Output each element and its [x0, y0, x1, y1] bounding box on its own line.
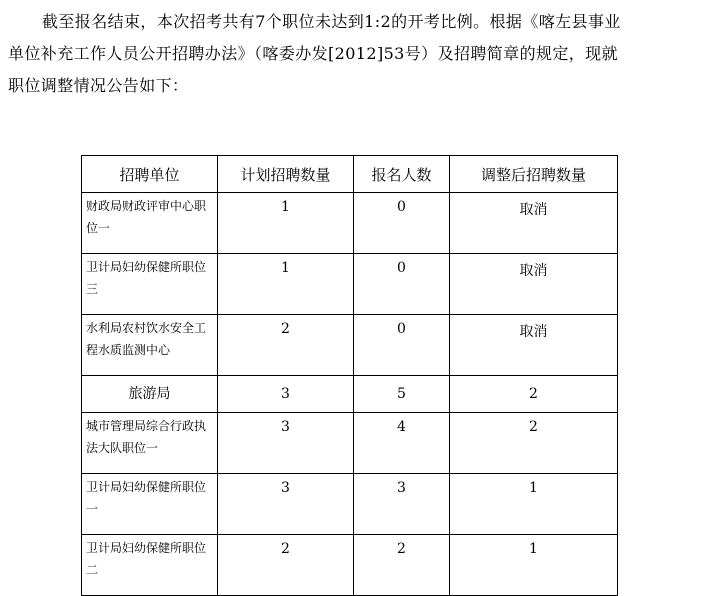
header-adjusted: 调整后招聘数量	[450, 156, 618, 193]
table-row	[82, 413, 618, 474]
cell-unit: 卫计局妇幼保健所职位一	[82, 474, 218, 535]
cell-adjusted: 取消	[450, 315, 618, 376]
table-row	[82, 376, 618, 413]
announcement-line-text: 截至报名结束，本次招考共有7个职位未达到1:2的开考比例。根据《喀左县事业	[42, 12, 621, 31]
cell-applicants: 0	[354, 254, 450, 315]
cell-planned: 1	[218, 193, 354, 254]
table-header-row	[82, 156, 618, 193]
header-planned: 计划招聘数量	[218, 156, 354, 193]
cell-planned: 1	[218, 254, 354, 315]
cell-adjusted: 取消	[450, 193, 618, 254]
cell-planned: 3	[218, 376, 354, 413]
announcement-line-text: 职位调整情况公告如下：	[8, 76, 189, 95]
table-row	[82, 315, 618, 376]
cell-planned: 2	[218, 315, 354, 376]
cell-planned: 3	[218, 474, 354, 535]
announcement-paragraph	[8, 6, 693, 102]
cell-applicants: 0	[354, 193, 450, 254]
cell-unit: 卫计局妇幼保健所职位二	[82, 535, 218, 596]
cell-planned: 3	[218, 413, 354, 474]
table-row	[82, 535, 618, 596]
announcement-line	[8, 70, 693, 102]
table-row	[82, 193, 618, 254]
cell-applicants: 5	[354, 376, 450, 413]
announcement-line	[8, 6, 693, 38]
cell-unit: 水利局农村饮水安全工程水质监测中心	[82, 315, 218, 376]
position-adjustment-table	[81, 155, 618, 596]
cell-adjusted: 2	[450, 376, 618, 413]
cell-unit: 财政局财政评审中心职位一	[82, 193, 218, 254]
table-row	[82, 254, 618, 315]
cell-unit: 城市管理局综合行政执法大队职位一	[82, 413, 218, 474]
cell-applicants: 3	[354, 474, 450, 535]
cell-planned: 2	[218, 535, 354, 596]
cell-adjusted: 1	[450, 535, 618, 596]
header-applicants: 报名人数	[354, 156, 450, 193]
cell-adjusted: 1	[450, 474, 618, 535]
announcement-line	[8, 38, 693, 70]
cell-adjusted: 取消	[450, 254, 618, 315]
table-row	[82, 474, 618, 535]
cell-applicants: 0	[354, 315, 450, 376]
cell-adjusted: 2	[450, 413, 618, 474]
cell-unit: 旅游局	[82, 376, 218, 413]
cell-applicants: 4	[354, 413, 450, 474]
header-unit: 招聘单位	[82, 156, 218, 193]
cell-applicants: 2	[354, 535, 450, 596]
cell-unit: 卫计局妇幼保健所职位三	[82, 254, 218, 315]
announcement-line-text: 单位补充工作人员公开招聘办法》（喀委办发[2012]53号）及招聘简章的规定，现就	[8, 44, 618, 63]
